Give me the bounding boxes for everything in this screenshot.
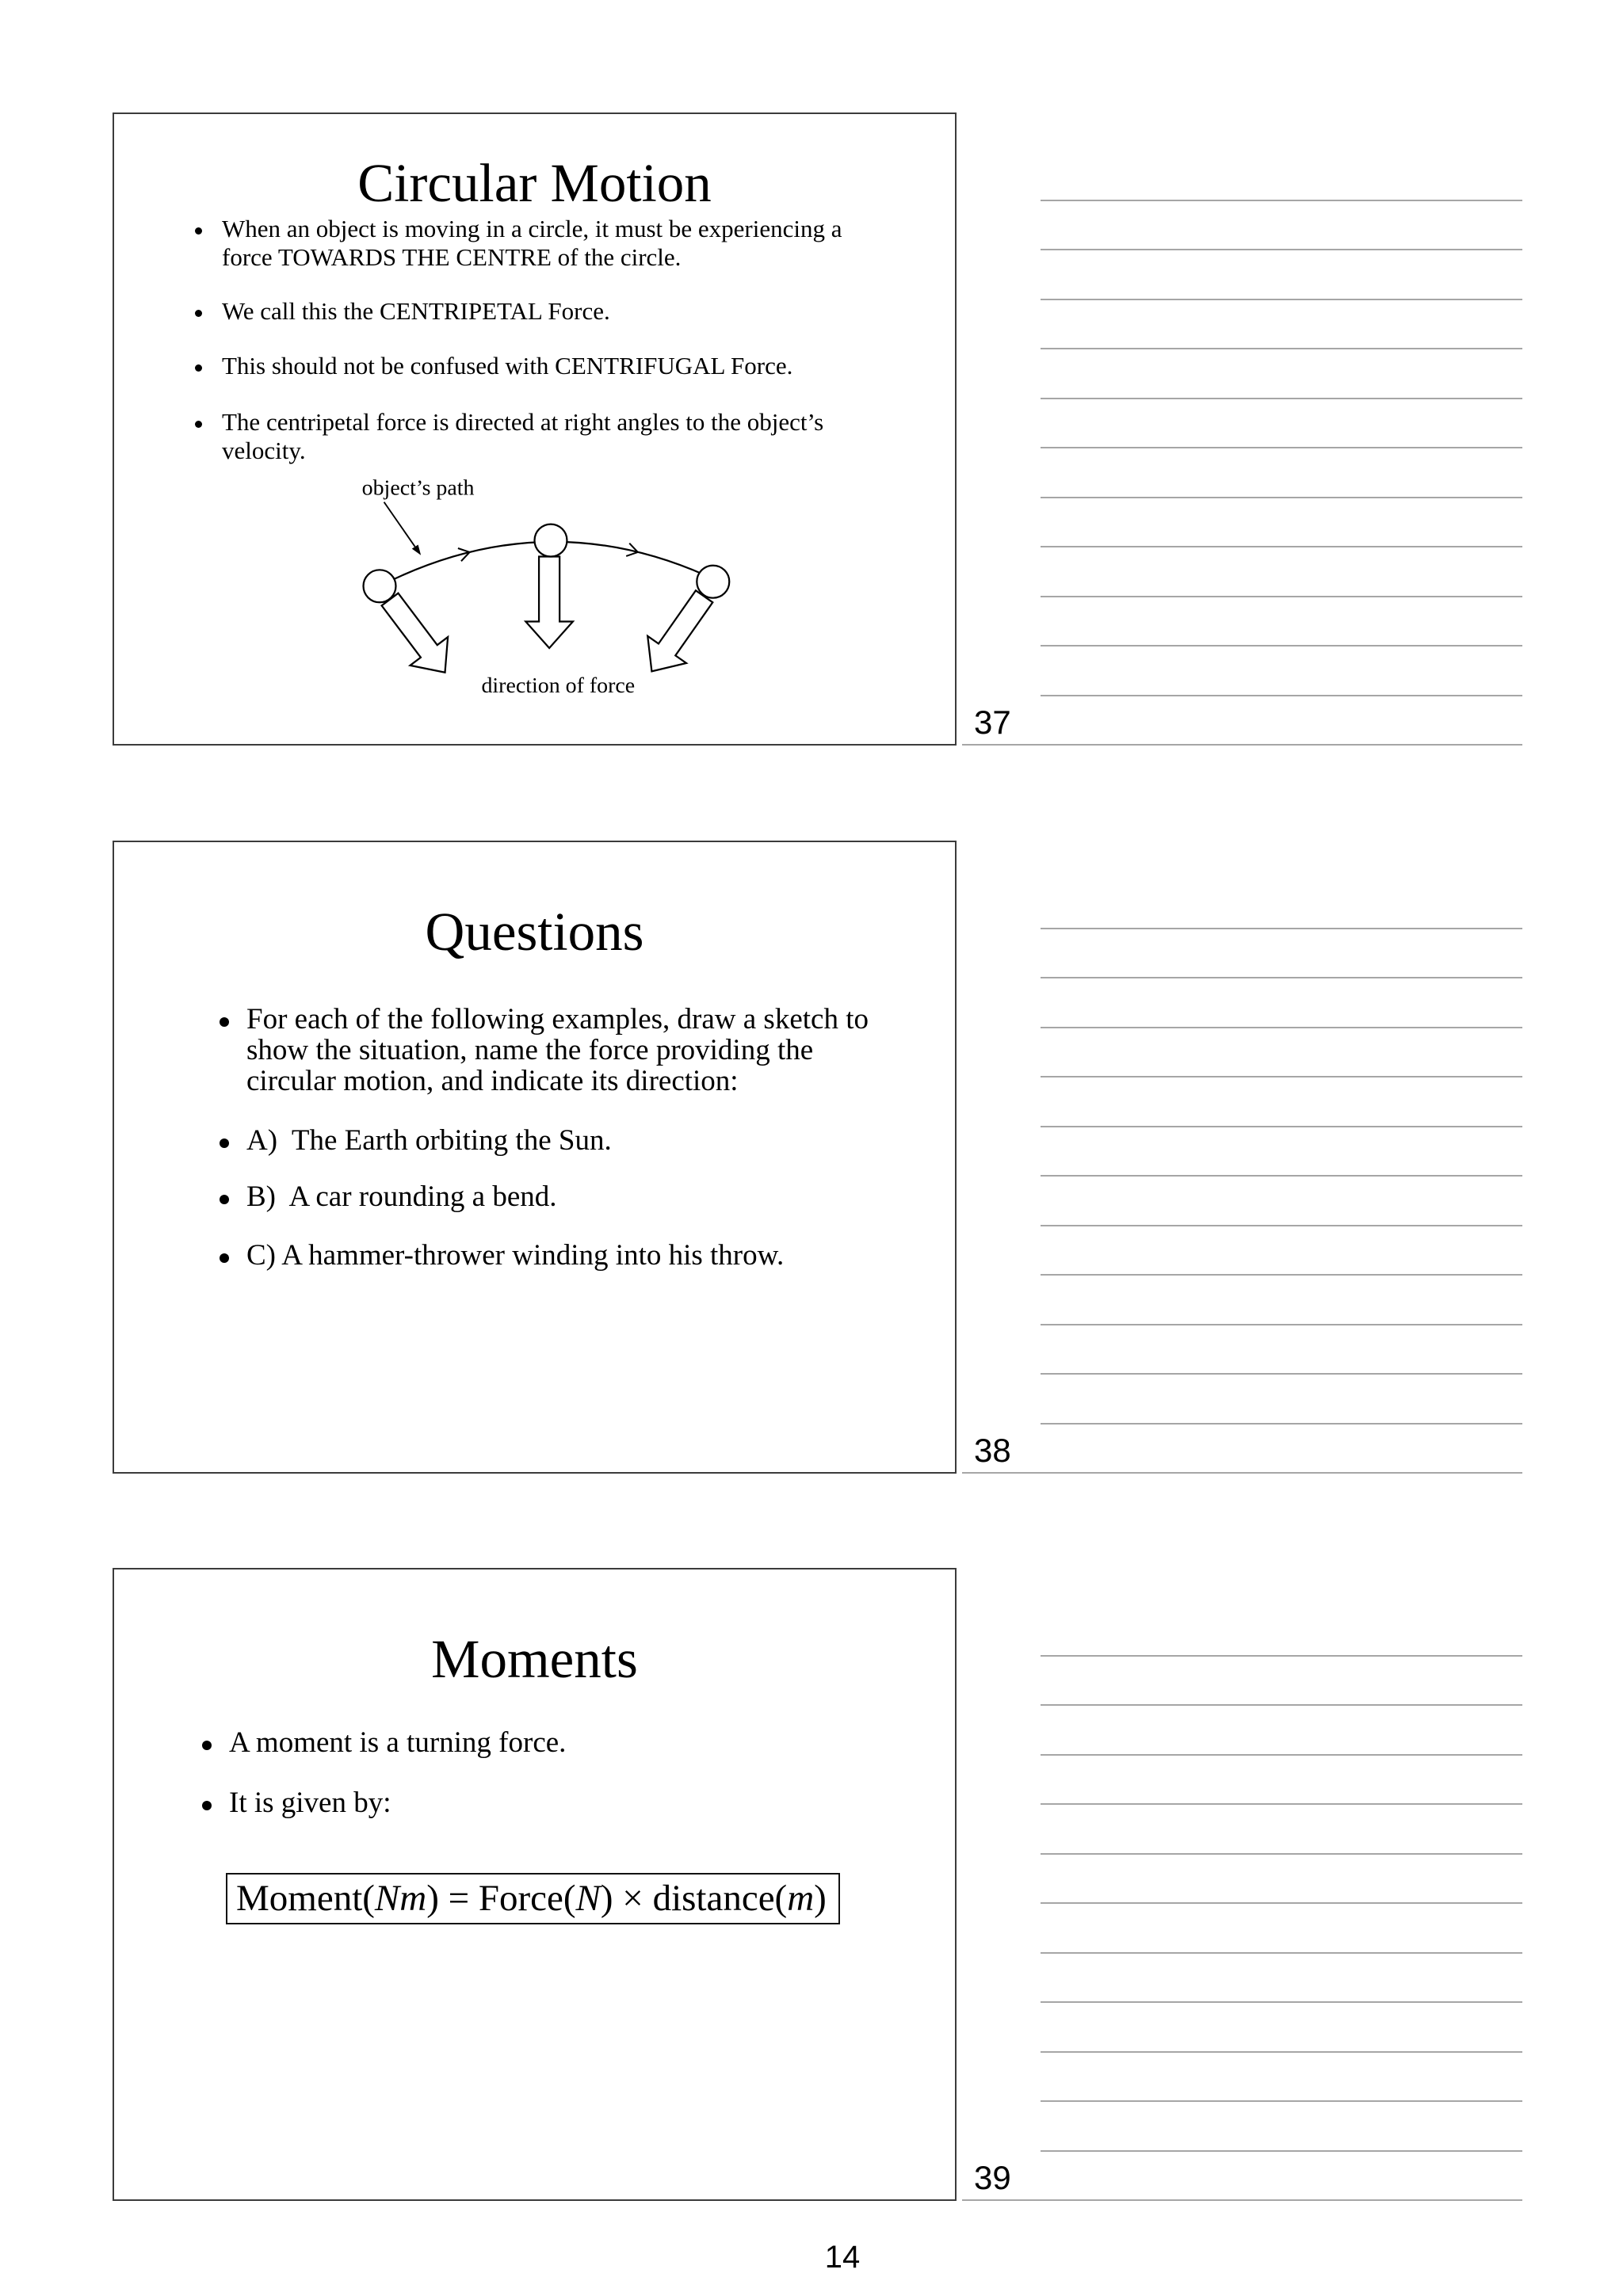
note-line [1041, 645, 1522, 646]
object-position-circle [364, 570, 396, 602]
slide-number: 39 [974, 2159, 1011, 2196]
note-line [1041, 1274, 1522, 1276]
note-baseline [962, 744, 1522, 746]
slide-title: Circular Motion [357, 153, 712, 213]
note-line [1041, 447, 1522, 448]
moment-formula-box [226, 1873, 840, 1924]
bullet-text-line: When an object is moving in a circle, it must be experiencing a [222, 215, 842, 242]
note-line [1041, 2001, 1522, 2003]
bullet-text-line: circular motion, and indicate its direction: [246, 1064, 739, 1097]
bullet-text-line: A moment is a turning force. [229, 1726, 567, 1759]
note-line [1041, 348, 1522, 349]
bullet-item [246, 1004, 869, 1097]
note-line [1041, 1754, 1522, 1756]
bullet-text-line: For each of the following examples, draw a sketch to [246, 1002, 869, 1035]
formula-unit: N [575, 1878, 601, 1919]
bullet-text-line: It is given by: [229, 1786, 391, 1819]
slide-row-38 [0, 841, 1623, 1474]
note-line [1041, 1373, 1522, 1375]
bullet-text-line: force TOWARDS THE CENTRE of the circle. [222, 242, 682, 271]
bullet-item [246, 1181, 557, 1212]
slide-title: Moments [431, 1629, 638, 1689]
bullet-text-line: velocity. [222, 436, 306, 464]
note-line [1041, 928, 1522, 929]
slide-row-39 [0, 1568, 1623, 2201]
bullet-text-line: C) A hammer-thrower winding into his throw. [246, 1238, 785, 1272]
bullet-dot [220, 1195, 229, 1204]
note-line [1041, 2100, 1522, 2102]
note-line [1041, 1225, 1522, 1226]
note-line [1041, 2150, 1522, 2152]
note-line [1041, 1803, 1522, 1805]
formula-text: ) × distance( [600, 1878, 788, 1919]
force-label: direction of force [481, 673, 636, 698]
note-baseline [962, 1472, 1522, 1474]
slide-row-37 [0, 113, 1623, 746]
bullet-item [246, 1240, 784, 1271]
note-line [1041, 1902, 1522, 1904]
bullet-text-line: show the situation, name the force providing the [246, 1033, 814, 1066]
note-line [1041, 398, 1522, 399]
bullet-dot [220, 1017, 229, 1027]
notes-area [962, 841, 1522, 1474]
note-line [1041, 1076, 1522, 1077]
note-line [1041, 596, 1522, 597]
bullet-dot [202, 1801, 212, 1810]
note-line [1041, 1704, 1522, 1706]
pointer-arrowhead [412, 544, 421, 555]
note-line [1041, 2051, 1522, 2053]
bullet-dot [202, 1741, 212, 1750]
bullet-text-line: We call this the CENTRIPETAL Force. [222, 297, 610, 325]
note-line [1041, 1423, 1522, 1425]
note-line [1041, 977, 1522, 978]
notes-area [962, 1568, 1522, 2201]
bullet-item [246, 1125, 612, 1156]
note-line [1041, 1655, 1522, 1657]
note-line [1041, 695, 1522, 696]
note-line [1041, 249, 1522, 250]
formula-unit: Nm [374, 1878, 427, 1919]
note-baseline [962, 2199, 1522, 2201]
note-line [1041, 1853, 1522, 1855]
force-arrow [525, 557, 573, 648]
formula-text: ) [814, 1878, 827, 1919]
note-line [1041, 1175, 1522, 1177]
circular-motion-diagram [113, 113, 957, 746]
note-line [1041, 1324, 1522, 1325]
note-line [1041, 1027, 1522, 1028]
slide-title: Questions [425, 902, 644, 962]
bullet-text-line: The centripetal force is directed at right angles to the object’s [222, 408, 824, 436]
bullet-text-line: This should not be confused with CENTRIFUGAL Force. [222, 352, 793, 379]
slide-circular-motion [113, 113, 957, 746]
bullet-text-line: A) The Earth orbiting the Sun. [246, 1123, 612, 1157]
slide-number: 37 [974, 704, 1011, 741]
bullet-dot [220, 1138, 229, 1148]
slide-questions [113, 841, 957, 1474]
note-line [1041, 299, 1522, 300]
bullet-item [229, 1787, 391, 1818]
note-line [1041, 546, 1522, 547]
note-line [1041, 497, 1522, 498]
object-position-circle [697, 566, 729, 598]
bullet-dot [220, 1253, 229, 1263]
path-label: object’s path [361, 475, 475, 501]
note-line [1041, 1126, 1522, 1127]
bullet-item [229, 1727, 566, 1758]
slide-number: 38 [974, 1432, 1011, 1469]
note-line [1041, 1952, 1522, 1954]
slide-moments [113, 1568, 957, 2201]
formula-unit: m [787, 1878, 815, 1919]
notes-area [962, 113, 1522, 746]
bullet-text-line: B) A car rounding a bend. [246, 1180, 557, 1213]
page-number: 14 [824, 2240, 861, 2275]
note-line [1041, 200, 1522, 201]
object-position-circle [535, 524, 567, 557]
formula-text: ) = Force( [426, 1878, 576, 1919]
formula-text: Moment( [236, 1878, 375, 1919]
pointer-arrow-line [384, 502, 415, 547]
